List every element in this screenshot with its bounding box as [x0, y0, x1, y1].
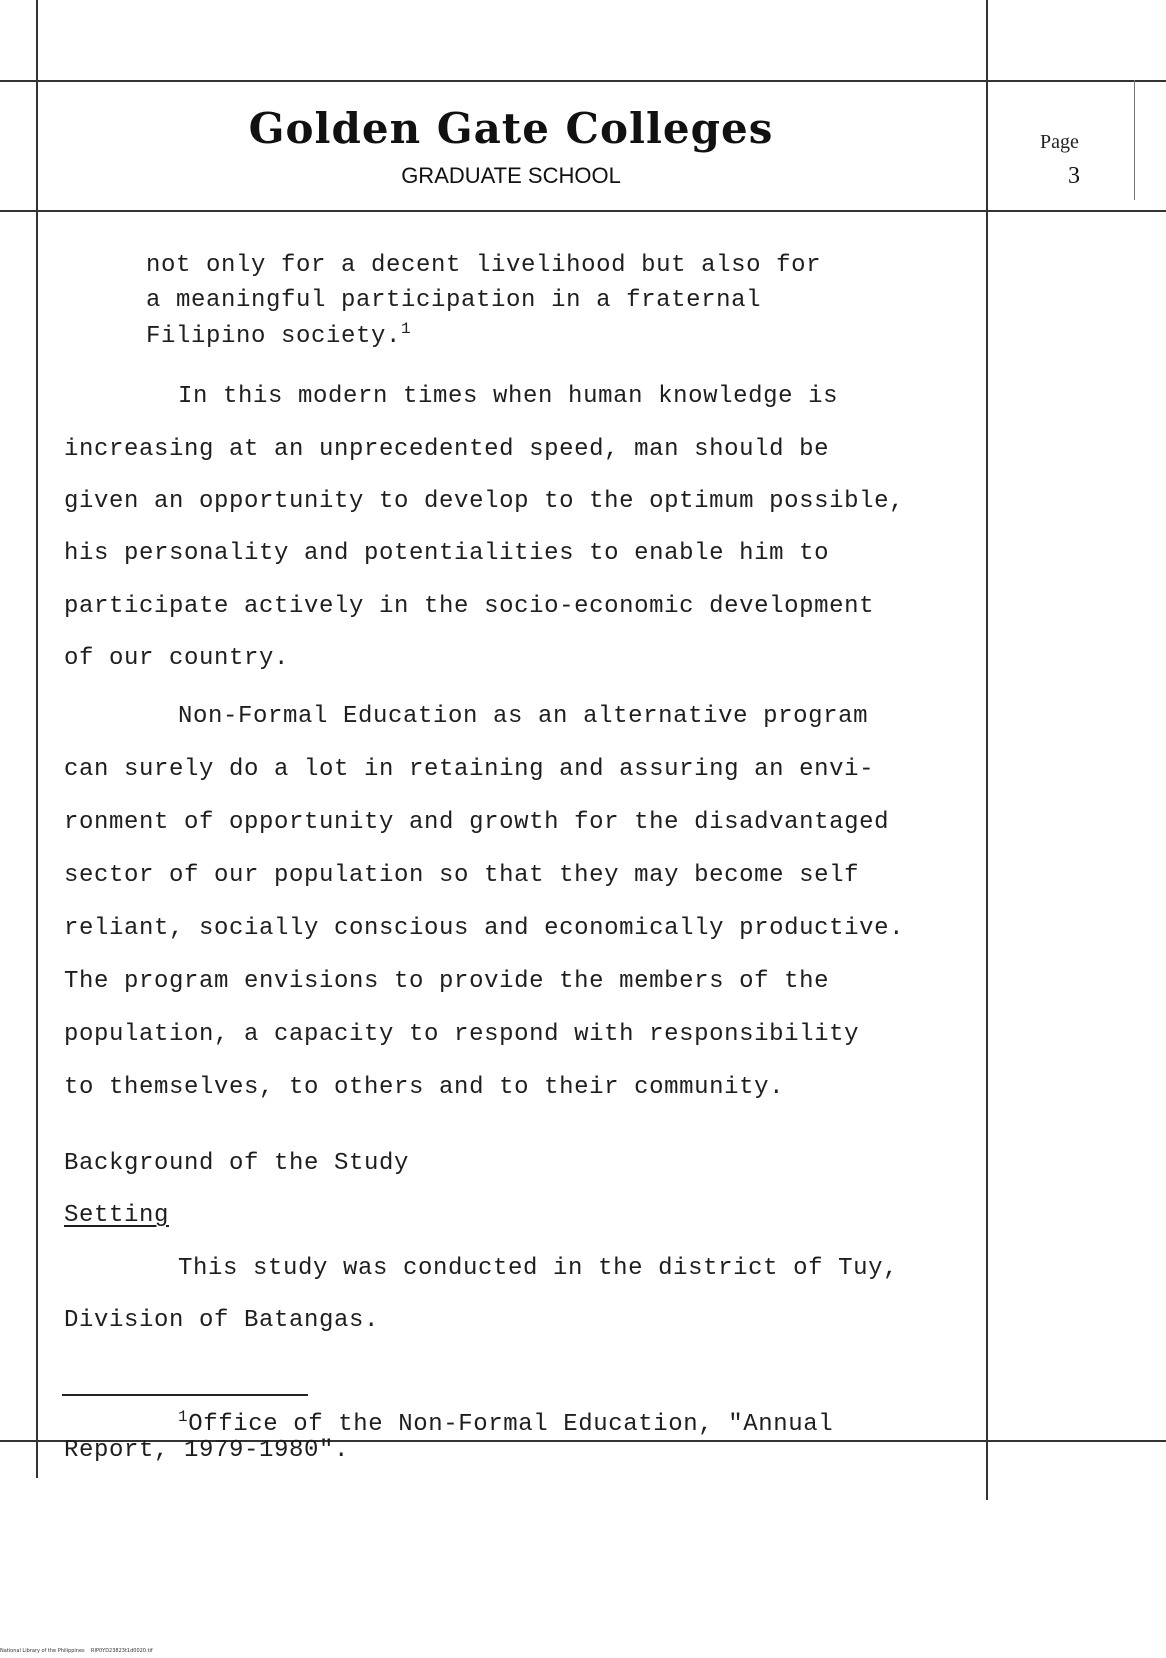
footnote-line [178, 1408, 833, 1438]
school-name: GRADUATE SCHOOL [401, 163, 621, 188]
text-line: given an opportunity to develop to the optimum possible, [64, 488, 905, 515]
footnote-ref: 1 [401, 320, 412, 338]
frame-top-rule [0, 80, 1166, 82]
text-line: his personality and potentialities to enable him to [64, 540, 830, 567]
subsection-heading: Setting [64, 1202, 170, 1229]
text-line: not only for a decent livelihood but also for [146, 252, 822, 279]
text-line: Non-Formal Education as an alternative program [178, 703, 869, 730]
margin-right-rule [1134, 80, 1135, 200]
footnote-text: Office of the Non-Formal Education, "Annual [188, 1411, 834, 1438]
text-line: participate actively in the socio-economic development [64, 593, 875, 620]
text-line: ronment of opportunity and growth for the disadvantaged [64, 809, 890, 836]
text-line: reliant, socially conscious and economically productive. [64, 915, 905, 942]
text-line: a meaningful participation in a fraternal [146, 287, 762, 314]
text-line: In this modern times when human knowledge is [178, 383, 839, 410]
text-line [146, 320, 411, 350]
text-line: population, a capacity to respond with responsibility [64, 1021, 860, 1048]
institution-name: Golden Gate Colleges [248, 104, 774, 153]
page-label: Page [1040, 131, 1079, 153]
text-line: of our country. [64, 645, 290, 672]
text-line: The program envisions to provide the members of the [64, 968, 830, 995]
scan-note: National Library of the Philippines RIP0YD23823t1d0020.tif [0, 1648, 153, 1654]
footnote-line: Report, 1979-1980". [64, 1437, 350, 1464]
text-line: to themselves, to others and to their community. [64, 1074, 785, 1101]
frame-header-rule [0, 210, 1166, 212]
footnote-marker: 1 [178, 1408, 189, 1426]
section-heading: Background of the Study [64, 1150, 410, 1177]
text-line-content: Filipino society. [146, 323, 402, 350]
frame-left-rule [36, 0, 38, 1478]
page-number: 3 [1068, 163, 1080, 189]
text-line: can surely do a lot in retaining and assuring an envi- [64, 756, 875, 783]
text-line: This study was conducted in the district of Tuy, [178, 1255, 899, 1282]
text-line: sector of our population so that they may become self [64, 862, 860, 889]
frame-right-rule [986, 0, 988, 1500]
footnote-rule [62, 1394, 308, 1396]
text-line: increasing at an unprecedented speed, man should be [64, 436, 830, 463]
text-line: Division of Batangas. [64, 1307, 380, 1334]
